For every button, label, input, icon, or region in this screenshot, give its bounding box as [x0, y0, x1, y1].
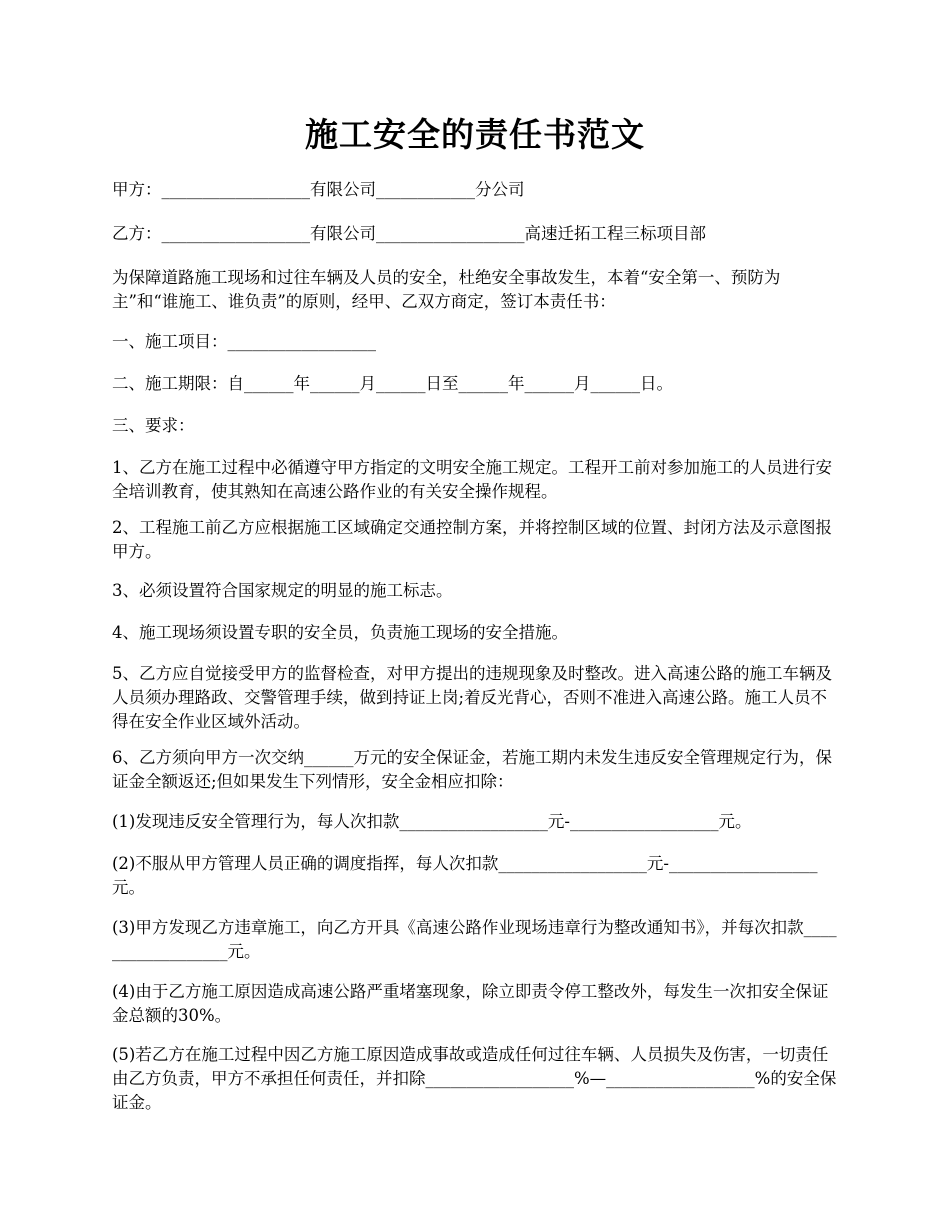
preamble-paragraph: 为保障道路施工现场和过往车辆及人员的安全，杜绝安全事故发生，本着“安全第一、预防为主”和“谁施工、谁负责”的原则，经甲、乙双方商定，签订本责任书：: [112, 268, 781, 311]
requirement-6: 6、乙方须向甲方一次交纳______万元的安全保证金，若施工期内未发生违反安全管理规定行为，保证金全额返还;但如果发生下列情形，安全金相应扣除：: [112, 748, 832, 791]
deduction-2: (2)不服从甲方管理人员正确的调度指挥，每人次扣款__________________元-__________________元。: [112, 854, 818, 897]
deduction-4: (4)由于乙方施工原因造成高速公路严重堵塞现象，除立即责令停工整改外，每发生一次扣安全保证金总额的30%。: [112, 982, 829, 1025]
deduction-1: (1)发现违反安全管理行为，每人次扣款__________________元-__________________元。: [112, 812, 752, 831]
document-title: 施工安全的责任书范文: [305, 115, 645, 154]
party-b-line: 乙方：__________________有限公司__________________高速迁拓工程三标项目部: [112, 224, 706, 243]
requirement-5: 5、乙方应自觉接受甲方的监督检查，对甲方提出的违规现象及时整改。进入高速公路的施工车辆及人员须办理路政、交警管理手续，做到持证上岗;着反光背心，否则不准进入高速公路。施工人员不得在安全作业区域外活动。: [112, 664, 832, 731]
requirement-2: 2、工程施工前乙方应根据施工区域确定交通控制方案，并将控制区域的位置、封闭方法及示意图报甲方。: [112, 518, 832, 561]
deduction-3: (3)甲方发现乙方违章施工，向乙方开具《高速公路作业现场违章行为整改通知书》，并每次扣款__________________元。: [112, 918, 837, 961]
deduction-5: (5)若乙方在施工过程中因乙方施工原因造成事故或造成任何过往车辆、人员损失及伤害，一切责任由乙方负责，甲方不承担任何责任，并扣除__________________%—__________________%的安全保证金。: [112, 1045, 837, 1112]
requirement-3: 3、必须设置符合国家规定的明显的施工标志。: [112, 581, 453, 600]
requirement-1: 1、乙方在施工过程中必循遵守甲方指定的文明安全施工规定。工程开工前对参加施工的人员进行安全培训教育，使其熟知在高速公路作业的有关安全操作规程。: [112, 458, 832, 501]
section-period: 二、施工期限：自______年______月______日至______年______月______日。: [112, 374, 673, 393]
section-project: 一、施工项目：__________________: [112, 332, 376, 351]
section-requirements: 三、要求：: [112, 416, 195, 435]
party-a-line: 甲方：__________________有限公司____________分公司: [112, 180, 525, 199]
requirement-4: 4、施工现场须设置专职的安全员，负责施工现场的安全措施。: [112, 623, 568, 642]
